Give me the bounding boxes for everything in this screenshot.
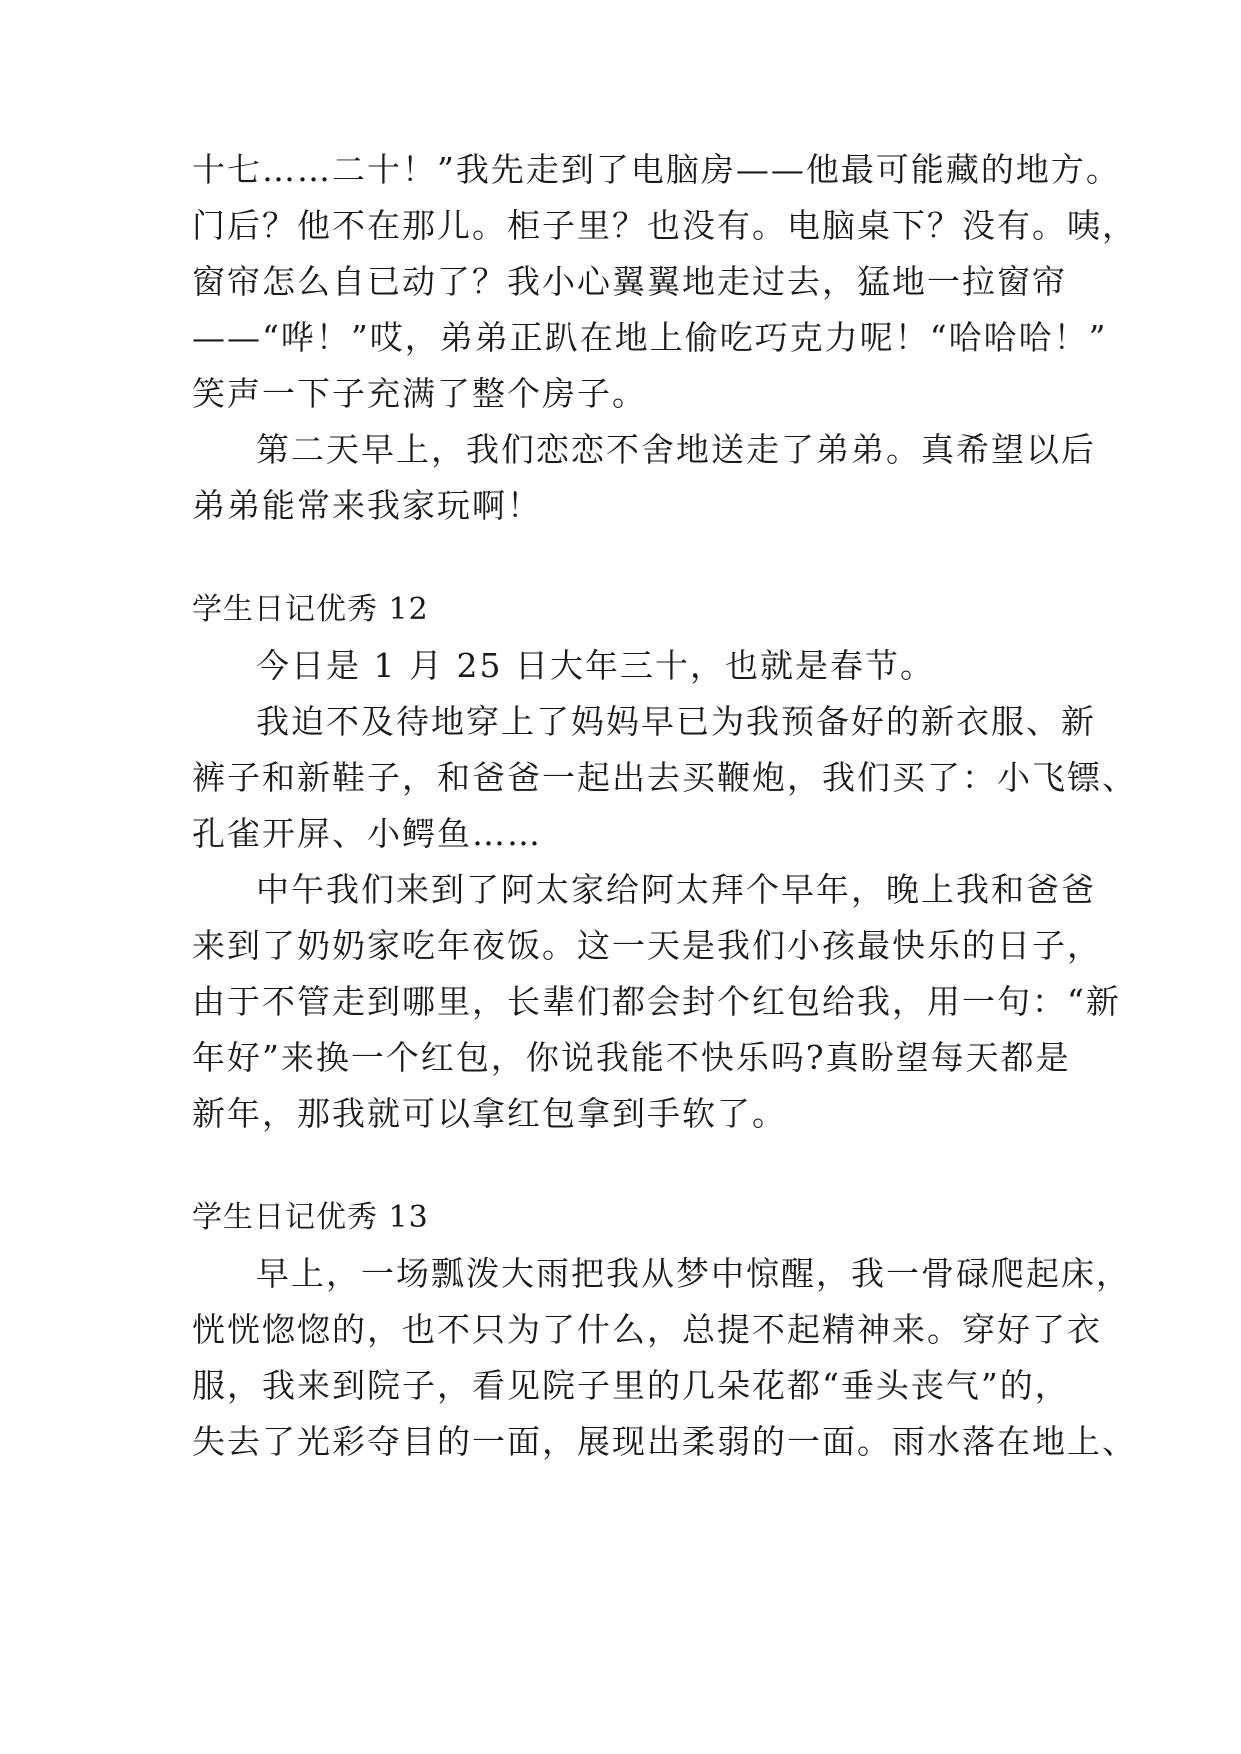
- text-line: 笑声一下子充满了整个房子。: [192, 374, 647, 413]
- text-line: 早上，一场瓢泼大雨把我从梦中惊醒，我一骨碌爬起床，: [256, 1254, 1131, 1293]
- text-line: 失去了光彩夺目的一面，展现出柔弱的一面。雨水落在地上、: [192, 1422, 1137, 1461]
- text-line: 弟弟能常来我家玩啊！: [192, 486, 542, 525]
- text-line: 新年，那我就可以拿红包拿到手软了。: [192, 1094, 787, 1133]
- text-line: 今日是 1 月 25 日大年三十，也就是春节。: [256, 646, 935, 685]
- text-line: 第二天早上，我们恋恋不舍地送走了弟弟。真希望以后: [256, 430, 1096, 469]
- text-line: 来到了奶奶家吃年夜饭。这一天是我们小孩最快乐的日子，: [192, 926, 1102, 965]
- text-line: 恍恍惚惚的，也不只为了什么，总提不起精神来。穿好了衣: [192, 1310, 1102, 1349]
- text-line: 门后？他不在那儿。柜子里？也没有。电脑桌下？没有。咦，: [192, 206, 1137, 245]
- section-heading: 学生日记优秀 12: [192, 592, 429, 627]
- text-line: 十七……二十！”我先走到了电脑房——他最可能藏的地方。: [192, 150, 1121, 189]
- text-line: 孔雀开屏、小鳄鱼……: [192, 814, 542, 853]
- section-heading: 学生日记优秀 13: [192, 1200, 429, 1235]
- text-line: 由于不管走到哪里，长辈们都会封个红包给我，用一句：“新: [192, 982, 1121, 1021]
- text-line: 窗帘怎么自已动了？我小心翼翼地走过去，猛地一拉窗帘: [192, 262, 1067, 301]
- text-line: 服，我来到院子，看见院子里的几朵花都“垂头丧气”的，: [192, 1366, 1070, 1405]
- text-line: 年好”来换一个红包，你说我能不快乐吗?真盼望每天都是: [192, 1038, 1071, 1077]
- text-line: 裤子和新鞋子，和爸爸一起出去买鞭炮，我们买了：小飞镖、: [192, 758, 1137, 797]
- text-line: 中午我们来到了阿太家给阿太拜个早年，晚上我和爸爸: [256, 870, 1096, 909]
- text-line: ——“哗！”哎，弟弟正趴在地上偷吃巧克力呢！“哈哈哈！”: [192, 318, 1108, 357]
- text-line: 我迫不及待地穿上了妈妈早已为我预备好的新衣服、新: [256, 702, 1096, 741]
